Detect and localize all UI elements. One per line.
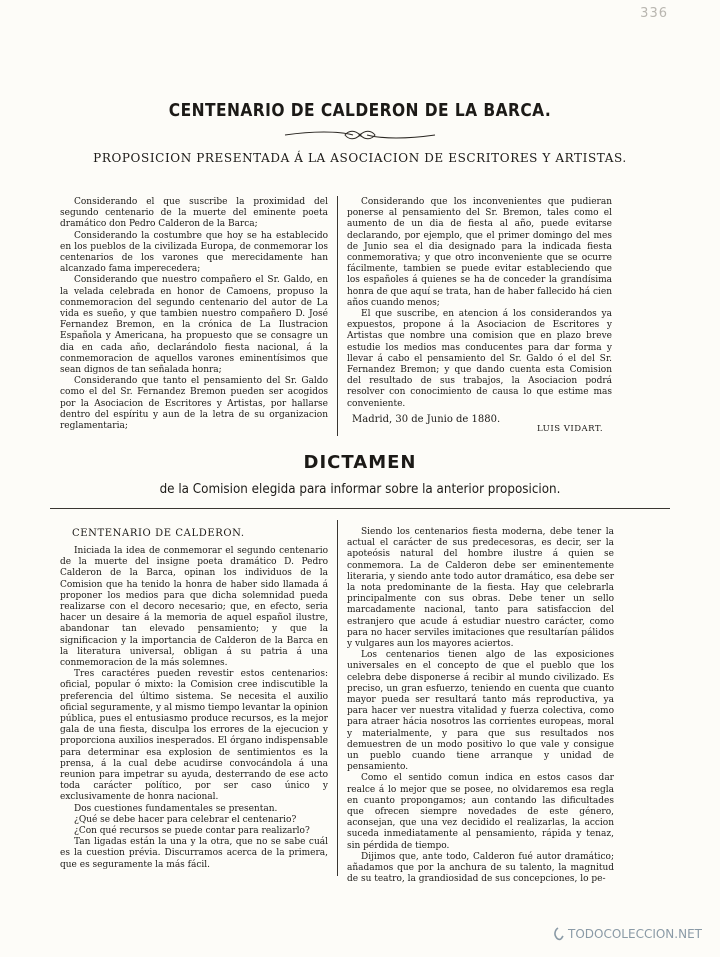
proposal-paragraph: Considerando que tanto el pensamiento del Sr. Galdo como el del Sr. Fernandez Bremon pueden ser acogidos por la Asociacion de Escritores y Artistas, por hallarse dentro del espíritu y aun de la letra de su organizacion reglamentaria;: [60, 376, 328, 432]
horizontal-rule: [50, 508, 670, 509]
dictamen-paragraph: Los centenarios tienen algo de las exposiciones universales en el concepto de que el pueblo que los celebra debe disponerse á recibir al mundo civilizado. Es preciso, un gran esfuerzo, teniendo en cuenta que cuanto mayor pueda ser resultará tanto más reproductiva, ya para hacer ver nuestra vitalidad y fuerza colectiva, como para atraer hácia nosotros las corrientes europeas, moral y materialmente, y para que sus resultados nos demuestren de un modo positivo lo que vale y consigue un pueblo cuando tiene arranque y unidad de pensamiento.: [347, 650, 614, 773]
proposal-left-column: [60, 197, 328, 437]
dictamen-paragraph: Dijimos que, ante todo, Calderon fué autor dramático; añadamos que por la anchura de su talento, la magnitud de su teatro, la grandiosidad de sus concepciones, lo pe-: [347, 851, 614, 885]
proposal-paragraph: Considerando el que suscribe la proximidad del segundo centenario de la muerte del eminente poeta dramático don Pedro Calderon de la Barca;: [60, 197, 328, 230]
proposal-paragraph: Considerando que los inconvenientes que pudieran ponerse al pensamiento del Sr. Bremon, tales como el aumento de un dia de fiesta al año, puede evitarse declarando, por ejemplo, que el primer domingo del mes de Junio sea el dia designado para la indicada fiesta conmemorativa; y que otro inconveniente que se ocurre fácilmente, tambien se puede evitar estableciendo que los españoles á quienes se ha de conceder la grandísima honra de que aquí se trata, han de haber fallecido há cien años cuando menos;: [347, 197, 612, 308]
dictamen-title: DICTAMEN: [303, 452, 417, 473]
dictamen-right-column: [347, 527, 614, 885]
dictamen-paragraph: Dos cuestiones fundamentales se presentan.: [74, 803, 278, 814]
page-title: CENTENARIO DE CALDERON DE LA BARCA.: [168, 100, 552, 121]
dictamen-subtitle: de la Comision elegida para informar sobre la anterior proposicion.: [159, 482, 561, 497]
page-subtitle: PROPOSICION PRESENTADA Á LA ASOCIACION DE ESCRITORES Y ARTISTAS.: [93, 151, 627, 165]
dictamen-paragraph: Tan ligadas están la una y la otra, que no se sabe cuál es la cuestion prévia. Discurramos acerca de la primera, que es seguramente la más fácil.: [60, 837, 328, 870]
dictamen-left-column: [60, 546, 328, 876]
ornament-divider-icon: [283, 128, 437, 142]
dictamen-paragraph: ¿Qué se debe hacer para celebrar el centenario?: [74, 814, 297, 825]
column-divider: [337, 520, 338, 876]
proposal-signature: LUIS VIDART.: [537, 424, 604, 434]
dictamen-paragraph: Siendo los centenarios fiesta moderna, debe tener la actual el carácter de sus predecesoras, es decir, ser la apoteósis natural del hombre ilustre á quien se conmemora. La de Calderon debe ser eminentemente literaria, y siendo ante todo autor dramático, esa debe ser la nota predominante de la fiesta. Hay que celebrarla principalmente con sus obras. Debe tener un sello marcadamente nacional, tanto para satisfaccion del estranjero que acude á estudiar nuestro carácter, como para no hacer serviles imitaciones que resultarían pálidos y vulgares aun los mayores aciertos.: [347, 527, 614, 650]
proposal-date: Madrid, 30 de Junio de 1880.: [352, 414, 501, 425]
section-heading: CENTENARIO DE CALDERON.: [72, 528, 245, 539]
proposal-right-column: [347, 197, 612, 409]
watermark: [552, 927, 702, 941]
dictamen-paragraph: Como el sentido comun indica en estos casos dar realce á lo mejor que se posee, no olvidaremos esa regla en cuanto propongamos; aun contando las dificultades que ofrecen siempre novedades de este género, aconsejan, que una vez decidido el realizarlas, la accion suceda inmediatamente al pensamiento, rápida y tenaz, sin pérdida de tiempo.: [347, 773, 614, 851]
pencil-annotation: 336: [640, 6, 668, 21]
dictamen-paragraph: Iniciada la idea de conmemorar el segundo centenario de la muerte del insigne poeta dramático D. Pedro Calderon de la Barca, opinan los individuos de la Comision que ha tenido la honra de haber sido llamada á proponer los medios para que dicha solemnidad pueda realizarse con el decoro necesario; que, en efecto, seria hacer un desaire á la memoria de aquel español ilustre, abandonar tan elevado pensamiento; y que la significacion y la importancia de Calderon de la Barca en la literatura universal, obligan á su patria á una conmemoracion de la más solemnes.: [60, 546, 328, 669]
proposal-paragraph: Considerando que nuestro compañero el Sr. Galdo, en la velada celebrada en honor de Camoens, propuso la conmemoracion del segundo centenario del autor de La vida es sueño, y que tambien nuestro compañero D. José Fernandez Bremon, en la crónica de La Ilustracion Española y Americana, ha propuesto que se consagre un dia en cada año, declarándolo fiesta nacional, á la conmemoracion de aquellos varones eminentísimos que sean dignos de tan señalada honra;: [60, 275, 328, 376]
proposal-paragraph: El que suscribe, en atencion á los considerandos ya expuestos, propone á la Asociacion de Escritores y Artistas que nombre una comision que en plazo breve estudie los medios mas conducentes para dar forma y llevar á cabo el pensamiento del Sr. Galdo ó el del Sr. Fernandez Bremon; y que dando cuenta esta Comision del resultado de sus trabajos, la Asociacion podrá resolver con conocimiento de causa lo que estime mas conveniente.: [347, 309, 612, 409]
dictamen-paragraph: Tres caractéres pueden revestir estos centenarios: oficial, popular ó mixto: la Comision cree indiscutible la preferencia del último sistema. Se necesita el auxilio oficial seguramente, y al mismo tiempo levantar la opinion pública, pues el entusiasmo produce recursos, es la mejor gala de una fiesta, disculpa los errores de la ejecucion y proporciona auxilios inesperados. El órgano indispensable para determinar esa explosion de sentimientos es la prensa, á la cual debe acudirse convocándola á una reunion para impetrar su ayuda, desterrando de ese acto toda carácter político, por ser caso único y exclusivamente de honra nacional.: [60, 669, 328, 803]
proposal-paragraph: Considerando la costumbre que hoy se ha establecido en los pueblos de la civilizada Europa, de conmemorar los centenarios de los varones que merecidamente han alcanzado fama imperecedera;: [60, 230, 328, 275]
column-divider: [337, 196, 338, 436]
watermark-text: TODOCOLECCION.NET: [568, 927, 702, 941]
dictamen-paragraph: ¿Con qué recursos se puede contar para realizarlo?: [74, 826, 310, 837]
watermark-logo-icon: [552, 927, 564, 941]
